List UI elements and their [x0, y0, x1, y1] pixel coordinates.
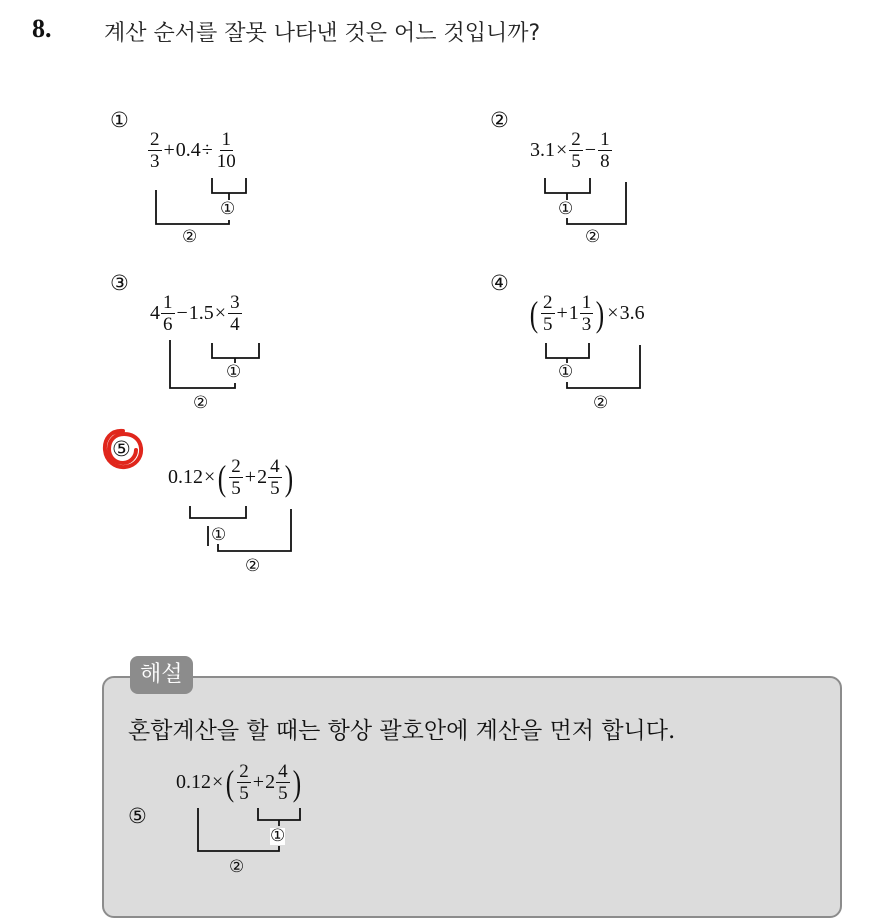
option-1-label[interactable]: ①	[110, 108, 129, 132]
option-4-label[interactable]: ④	[490, 271, 509, 295]
option-5-expression: 0.12 × ( $\frac{2}{5}$ + 2 $\frac{4}{5}$ )	[168, 456, 293, 499]
fraction: $\frac{1}{8}$	[600, 129, 610, 172]
solution-option-label: ⑤	[128, 804, 147, 828]
option-2-expression: 3.1 × $\frac{2}{5}$ − $\frac{1}{8}$	[530, 129, 610, 172]
fraction: $\frac{2}{5}$	[231, 456, 241, 499]
fraction: $\frac{2}{3}$	[150, 129, 160, 172]
fraction: $\frac{3}{4}$	[230, 292, 240, 335]
option-3-step-2: ②	[193, 393, 209, 413]
fraction: $\frac{4}{5}$	[270, 456, 280, 499]
option-4-step-1: ①	[558, 362, 574, 382]
option-5-step-2: ②	[245, 556, 261, 576]
solution-tag: 해설	[130, 656, 193, 694]
fraction: $\frac{2}{5}$	[543, 292, 553, 335]
option-2-step-2: ②	[585, 227, 601, 247]
fraction: $\frac{2}{5}$	[239, 761, 249, 804]
fraction: $\frac{1}{10}$	[216, 129, 236, 172]
option-5-step-1: ①	[211, 525, 227, 545]
solution-text: 혼합계산을 할 때는 항상 괄호안에 계산을 먼저 합니다.	[128, 718, 676, 744]
option-3-step-1: ①	[226, 362, 242, 382]
option-2-step-1: ①	[558, 199, 574, 219]
fraction: $\frac{1}{6}$	[163, 292, 173, 335]
option-3-label[interactable]: ③	[110, 271, 129, 295]
option-4-step-2: ②	[593, 393, 609, 413]
option-4-expression: ( $\frac{2}{5}$ + 1 $\frac{1}{3}$ ) × 3.6	[529, 292, 645, 335]
option-1-expression: $\frac{2}{3}$ + 0.4 ÷ $\frac{1}{10}$	[150, 129, 236, 172]
option-5-label[interactable]: ⑤	[112, 437, 131, 461]
option-1-step-2: ②	[182, 227, 198, 247]
option-3-expression: 4 $\frac{1}{6}$ − 1.5 × $\frac{3}{4}$	[150, 292, 240, 335]
solution-step-1: ①	[270, 826, 286, 846]
question-number: 8.	[32, 14, 52, 43]
fraction: $\frac{1}{3}$	[581, 292, 592, 335]
solution-step-2: ②	[229, 857, 245, 877]
fraction: $\frac{4}{5}$	[278, 761, 288, 804]
fraction: $\frac{2}{5}$	[571, 129, 581, 172]
option-2-label[interactable]: ②	[490, 108, 509, 132]
question-text: 계산 순서를 잘못 나타낸 것은 어느 것입니까?	[104, 21, 541, 46]
option-1-step-1: ①	[220, 199, 236, 219]
solution-expression: 0.12 × ( $\frac{2}{5}$ + 2 $\frac{4}{5}$ )	[176, 761, 301, 804]
